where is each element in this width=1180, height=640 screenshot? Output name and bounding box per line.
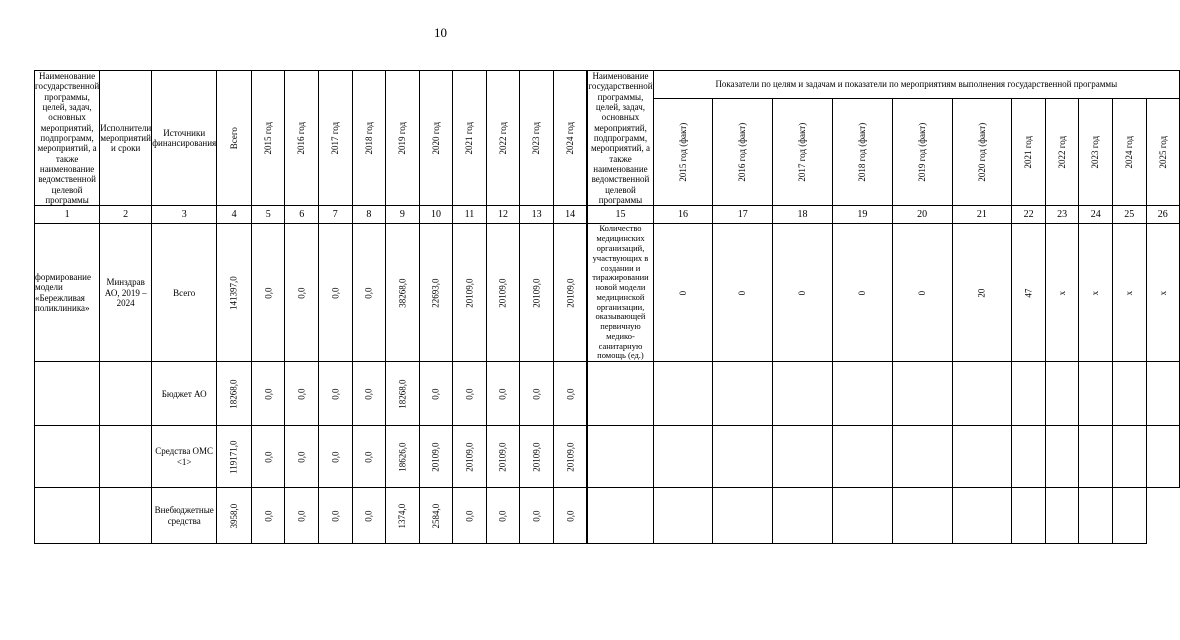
empty-cell bbox=[1012, 362, 1046, 426]
indicator-value: 0 bbox=[832, 224, 892, 362]
col-number: 15 bbox=[588, 206, 653, 224]
indicator-value: 0 bbox=[653, 224, 713, 362]
empty-cell bbox=[653, 362, 713, 426]
empty-cell bbox=[1146, 426, 1180, 488]
empty-cell bbox=[1112, 488, 1146, 544]
indicator-value: x bbox=[1146, 224, 1180, 362]
header-ind-2015: 2015 год (факт) bbox=[653, 98, 713, 206]
value-cell: 0,0 bbox=[319, 362, 353, 426]
header-source: Источники финансирования bbox=[152, 71, 217, 206]
value-cell: 0,0 bbox=[453, 488, 487, 544]
header-ind-2025: 2025 год bbox=[1146, 98, 1180, 206]
header-ind-2024: 2024 год bbox=[1112, 98, 1146, 206]
header-year-2022: 2022 год bbox=[486, 71, 520, 206]
indicator-value: 0 bbox=[892, 224, 952, 362]
value-cell: 20109,0 bbox=[453, 224, 487, 362]
header-ind-2017: 2017 год (факт) bbox=[773, 98, 833, 206]
col-number: 10 bbox=[419, 206, 453, 224]
header-year-2016: 2016 год bbox=[285, 71, 319, 206]
col-number: 18 bbox=[773, 206, 833, 224]
col-number: 2 bbox=[100, 206, 152, 224]
empty-cell bbox=[100, 488, 152, 544]
col-number: 21 bbox=[952, 206, 1012, 224]
page-number: 10 bbox=[434, 25, 447, 40]
header-year-2019: 2019 год bbox=[386, 71, 420, 206]
empty-cell bbox=[653, 426, 713, 488]
value-cell: 20109,0 bbox=[419, 426, 453, 488]
value-cell: 0,0 bbox=[520, 488, 554, 544]
col-number: 25 bbox=[1112, 206, 1146, 224]
header-row-1 bbox=[35, 71, 1180, 99]
header-year-2018: 2018 год bbox=[352, 71, 386, 206]
value-cell: 20109,0 bbox=[520, 426, 554, 488]
value-cell: 1374,0 bbox=[386, 488, 420, 544]
empty-cell bbox=[35, 362, 100, 426]
empty-cell bbox=[1079, 426, 1113, 488]
value-cell: 0,0 bbox=[285, 224, 319, 362]
indicator-value: x bbox=[1045, 224, 1079, 362]
col-number: 6 bbox=[285, 206, 319, 224]
value-total: 18268,0 bbox=[217, 362, 252, 426]
empty-cell bbox=[773, 426, 833, 488]
empty-cell bbox=[1112, 362, 1146, 426]
value-cell: 0,0 bbox=[285, 488, 319, 544]
header-ind-2020: 2020 год (факт) bbox=[952, 98, 1012, 206]
header-ind-2018: 2018 год (факт) bbox=[832, 98, 892, 206]
header-year-2020: 2020 год bbox=[419, 71, 453, 206]
value-cell: 0,0 bbox=[553, 362, 587, 426]
header-year-2015: 2015 год bbox=[251, 71, 285, 206]
value-cell: 18268,0 bbox=[386, 362, 420, 426]
value-cell: 0,0 bbox=[251, 426, 285, 488]
header-total: Всего bbox=[217, 71, 252, 206]
value-cell: 0,0 bbox=[486, 362, 520, 426]
empty-cell bbox=[773, 488, 833, 544]
empty-cell bbox=[1112, 426, 1146, 488]
header-name: Наименование государственной программы, целей, задач, основных мероприятий, подпрограмм, мероприятий, а также наименование ведомственной целевой программы bbox=[35, 71, 100, 206]
value-cell: 0,0 bbox=[352, 362, 386, 426]
value-cell: 0,0 bbox=[553, 488, 587, 544]
empty-cell bbox=[1146, 362, 1180, 426]
empty-cell bbox=[1012, 426, 1046, 488]
col-number: 16 bbox=[653, 206, 713, 224]
empty-cell bbox=[713, 488, 773, 544]
funding-source: Всего bbox=[152, 224, 217, 362]
empty-cell bbox=[832, 426, 892, 488]
value-cell: 20109,0 bbox=[553, 426, 587, 488]
value-cell: 0,0 bbox=[319, 426, 353, 488]
value-cell: 0,0 bbox=[319, 224, 353, 362]
indicator-value: x bbox=[1079, 224, 1113, 362]
value-cell: 0,0 bbox=[319, 488, 353, 544]
funding-source: Средства ОМС <1> bbox=[152, 426, 217, 488]
funding-source: Бюджет АО bbox=[152, 362, 217, 426]
empty-cell bbox=[588, 362, 653, 426]
value-cell: 0,0 bbox=[251, 362, 285, 426]
value-cell: 0,0 bbox=[285, 426, 319, 488]
col-number: 7 bbox=[319, 206, 353, 224]
col-number: 17 bbox=[713, 206, 773, 224]
header-year-2021: 2021 год bbox=[453, 71, 487, 206]
empty-cell bbox=[588, 488, 653, 544]
table-row-offbudget bbox=[35, 488, 1180, 544]
empty-cell bbox=[892, 488, 952, 544]
col-number: 11 bbox=[453, 206, 487, 224]
header-ind-2019: 2019 год (факт) bbox=[892, 98, 952, 206]
column-number-row bbox=[35, 206, 1180, 224]
header-indicator-name: Наименование государственной программы, целей, задач, основных мероприятий, подпрограмм, мероприятий, а также наименование ведомственной целевой программы bbox=[588, 71, 653, 206]
value-cell: 20109,0 bbox=[553, 224, 587, 362]
value-cell: 0,0 bbox=[251, 224, 285, 362]
table-row-oms bbox=[35, 426, 1180, 488]
value-cell: 20109,0 bbox=[486, 224, 520, 362]
value-cell: 0,0 bbox=[352, 224, 386, 362]
value-cell: 2584,0 bbox=[419, 488, 453, 544]
program-executor: Минздрав АО, 2019 – 2024 bbox=[100, 224, 152, 362]
header-indicators-title: Показатели по целям и задачам и показатели по мероприятиям выполнения государственной программы bbox=[653, 71, 1180, 99]
empty-cell bbox=[1045, 426, 1079, 488]
header-ind-2016: 2016 год (факт) bbox=[713, 98, 773, 206]
header-year-2023: 2023 год bbox=[520, 71, 554, 206]
empty-cell bbox=[1045, 362, 1079, 426]
value-cell: 0,0 bbox=[285, 362, 319, 426]
empty-cell bbox=[832, 362, 892, 426]
col-number: 14 bbox=[553, 206, 587, 224]
empty-cell bbox=[952, 362, 1012, 426]
empty-cell bbox=[892, 362, 952, 426]
col-number: 3 bbox=[152, 206, 217, 224]
col-number: 5 bbox=[251, 206, 285, 224]
empty-cell bbox=[832, 488, 892, 544]
empty-cell bbox=[952, 426, 1012, 488]
program-name: формирование модели «Бережливая поликлиника» bbox=[35, 224, 100, 362]
col-number: 13 bbox=[520, 206, 554, 224]
funding-source: Внебюджетные средства bbox=[152, 488, 217, 544]
col-number: 9 bbox=[386, 206, 420, 224]
header-ind-2023: 2023 год bbox=[1079, 98, 1113, 206]
value-cell: 0,0 bbox=[352, 488, 386, 544]
col-number: 20 bbox=[892, 206, 952, 224]
empty-cell bbox=[773, 362, 833, 426]
col-number: 8 bbox=[352, 206, 386, 224]
value-cell: 0,0 bbox=[419, 362, 453, 426]
empty-cell bbox=[1079, 362, 1113, 426]
empty-cell bbox=[100, 362, 152, 426]
indicator-value: x bbox=[1112, 224, 1146, 362]
empty-cell bbox=[713, 362, 773, 426]
value-cell: 0,0 bbox=[251, 488, 285, 544]
empty-cell bbox=[35, 488, 100, 544]
indicator-name: Количество медицинских организаций, участвующих в создании и тиражировании новой модели медицинской организации, оказывающей первичную медико-санитарную помощь (ед.) bbox=[588, 224, 653, 362]
empty-cell bbox=[1079, 488, 1113, 544]
header-year-2017: 2017 год bbox=[319, 71, 353, 206]
empty-cell bbox=[100, 426, 152, 488]
indicator-value: 0 bbox=[773, 224, 833, 362]
value-cell: 22693,0 bbox=[419, 224, 453, 362]
value-cell: 0,0 bbox=[352, 426, 386, 488]
header-executor: Исполнители мероприятий и сроки bbox=[100, 71, 152, 206]
col-number: 23 bbox=[1045, 206, 1079, 224]
col-number: 26 bbox=[1146, 206, 1180, 224]
col-number: 24 bbox=[1079, 206, 1113, 224]
value-cell: 0,0 bbox=[453, 362, 487, 426]
empty-cell bbox=[1045, 488, 1079, 544]
value-cell: 20109,0 bbox=[520, 224, 554, 362]
empty-cell bbox=[1012, 488, 1046, 544]
empty-cell bbox=[653, 488, 713, 544]
table-row-budget bbox=[35, 362, 1180, 426]
indicator-value: 47 bbox=[1012, 224, 1046, 362]
value-cell: 20109,0 bbox=[486, 426, 520, 488]
col-number: 1 bbox=[35, 206, 100, 224]
program-table bbox=[34, 70, 1180, 544]
value-cell: 0,0 bbox=[520, 362, 554, 426]
value-cell: 38268,0 bbox=[386, 224, 420, 362]
col-number: 22 bbox=[1012, 206, 1046, 224]
empty-cell bbox=[713, 426, 773, 488]
value-cell: 18626,0 bbox=[386, 426, 420, 488]
value-total: 141397,0 bbox=[217, 224, 252, 362]
col-number: 4 bbox=[217, 206, 252, 224]
col-number: 12 bbox=[486, 206, 520, 224]
empty-cell bbox=[588, 426, 653, 488]
header-ind-2021: 2021 год bbox=[1012, 98, 1046, 206]
indicator-value: 20 bbox=[952, 224, 1012, 362]
table-row-total bbox=[35, 224, 1180, 362]
value-total: 119171,0 bbox=[217, 426, 252, 488]
indicator-value: 0 bbox=[713, 224, 773, 362]
value-total: 3958,0 bbox=[217, 488, 252, 544]
empty-cell bbox=[952, 488, 1012, 544]
header-year-2024: 2024 год bbox=[553, 71, 587, 206]
value-cell: 0,0 bbox=[486, 488, 520, 544]
empty-cell bbox=[892, 426, 952, 488]
empty-cell bbox=[35, 426, 100, 488]
col-number: 19 bbox=[832, 206, 892, 224]
value-cell: 20109,0 bbox=[453, 426, 487, 488]
header-ind-2022: 2022 год bbox=[1045, 98, 1079, 206]
